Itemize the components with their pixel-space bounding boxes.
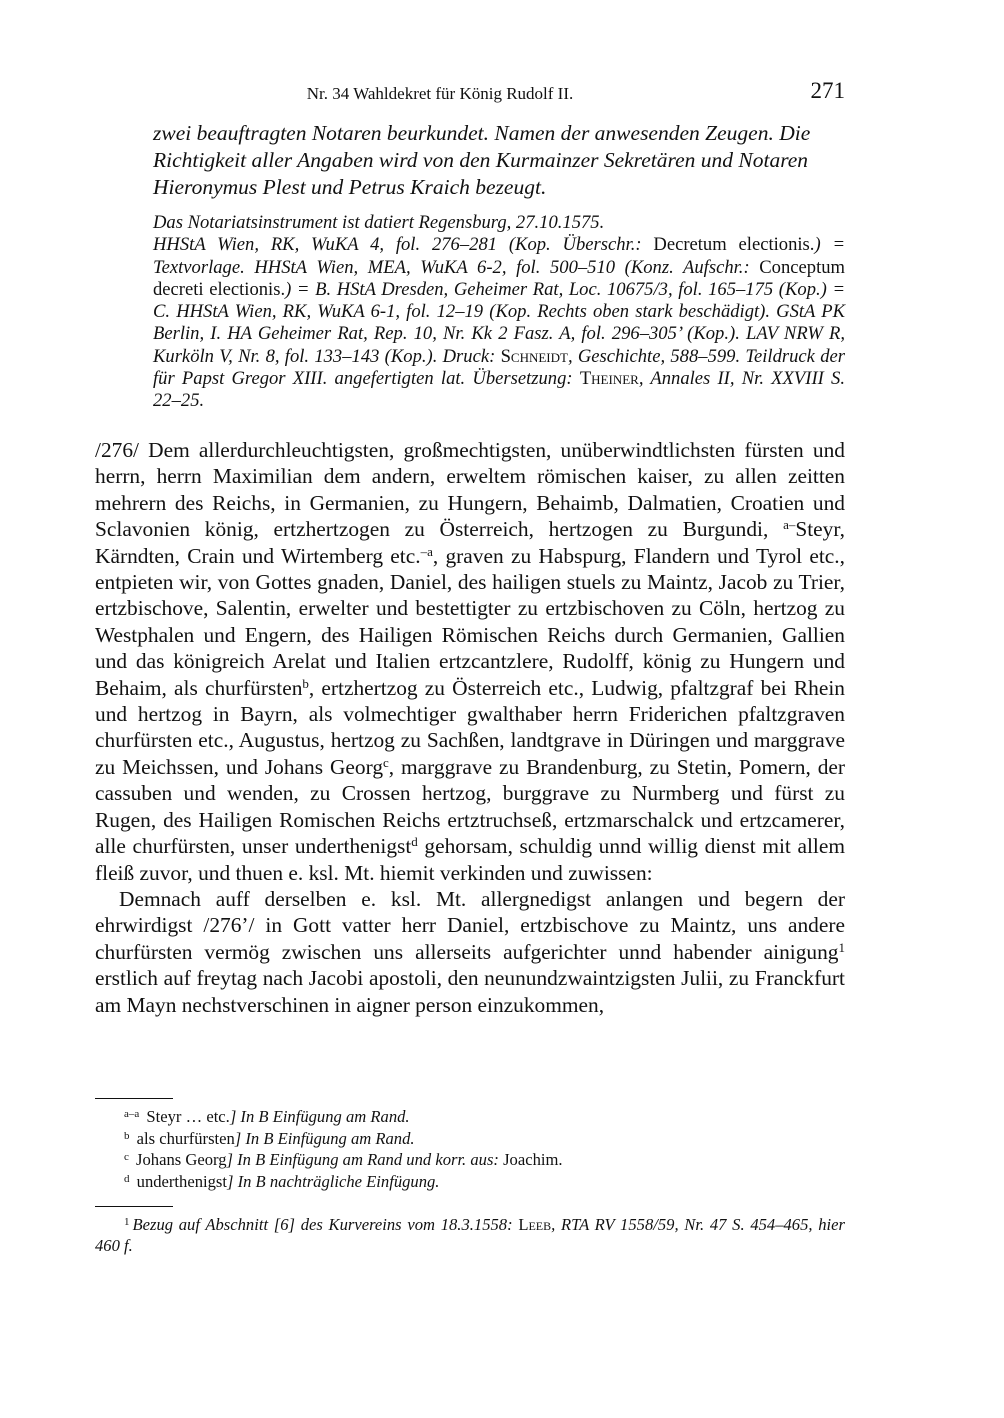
source-apparatus — [153, 212, 845, 413]
apparatus-mark: a–a — [124, 1108, 140, 1120]
body-text: /276/ Dem allerdurchleuchtigsten, großmechtigsten, unüberwindtlichsten fürsten und herrn, herrn Maximilian dem andern, erweltem römischen kaiser, zu allen zeitten mehrern des Reichs, in Germanien, zu Hungern, Behaimb, Dalmatien, Croatien und Sclavonien könig, ertzhertzogen zu Österreich, hertzogen zu Burgundi, — [95, 438, 845, 542]
print-label: Druck: — [442, 345, 496, 367]
body-text: , marggrave zu Brandenburg, zu Stetin, Pomern, der cassuben und wenden, zu Crossen hertzog, burggrave zu Nurmberg und fürst zu Rugen, des Hailigen Romischen Reichs ertztruchseß, ertzmarschalck und ertzcamerer, alle churfürsten, unser underthenigst — [95, 754, 846, 859]
footnote-rule — [95, 1098, 173, 1099]
apparatus-lemma: underthenigst — [132, 1171, 227, 1191]
footnote-text: Bezug auf Abschnitt [6] des Kurvereins vom 18.3.1558: — [132, 1215, 513, 1234]
document-body — [95, 437, 845, 1018]
text-critical-apparatus — [95, 1106, 845, 1192]
footnote-mark: 1 — [838, 939, 845, 955]
apparatus-lemma: Johans Georg — [131, 1150, 227, 1170]
summary-line: Richtigkeit aller Angaben wird von den Kurmainzer Sekretären und Notaren — [153, 148, 809, 172]
summary-line: zwei beauftragten Notaren beurkundet. Namen der anwesenden Zeugen. Die — [153, 121, 811, 145]
commentary-footnote — [95, 1214, 845, 1256]
document-summary — [153, 120, 845, 201]
page-number: 271 — [810, 78, 845, 103]
print-text: , Annales II, Nr. XXVIII S. 22–25. — [153, 368, 845, 412]
summary-line: Hieronymus Plest und Petrus Kraich bezeugt. — [153, 175, 547, 199]
apparatus-note: ] In B Einfügung am Rand. — [234, 1128, 415, 1148]
source-list — [153, 234, 845, 412]
source-inscription: Conceptum decreti electionis. — [153, 256, 846, 300]
print-author: Schneidt — [500, 345, 568, 367]
footnote-number: 1 — [124, 1216, 130, 1228]
apparatus-lemma: Steyr … etc. — [142, 1107, 230, 1126]
apparatus-lemma: als churfürsten — [132, 1128, 235, 1148]
page-header — [95, 78, 845, 108]
print-text: , Geschichte, 588–599. Teildruck der für Papst Gregor XIII. angefertigten lat. Übersetzung: — [153, 345, 845, 390]
footnote-mark: a– — [783, 517, 796, 533]
footnote-author: Leeb — [518, 1215, 552, 1234]
apparatus-note: ] In B Einfügung am Rand und korr. aus: — [226, 1150, 499, 1170]
body-text: Steyr, Kärndten, Crain und Wirtemberg etc. — [95, 517, 845, 568]
running-title: Nr. 34 Wahldekret für König Rudolf II. — [306, 84, 574, 103]
apparatus-tail: Joachim. — [498, 1150, 563, 1170]
apparatus-entry — [95, 1106, 845, 1128]
apparatus-entry — [95, 1171, 845, 1193]
body-text: erstlich auf freytag nach Jacobi apostoli, den neunundzwaintzigsten Julii, zu Franckfurt am Mayn nechstverschinen in aigner person einzukommen, — [95, 966, 845, 1017]
body-text: gehorsam, schuldig unnd willig dienst mit allem fleiß zuvor, und thuen e. ksl. Mt. hiemit verkinden und zuwissen: — [95, 834, 845, 885]
apparatus-entry — [95, 1128, 845, 1150]
apparatus-note: ] In B nachträgliche Einfügung. — [226, 1171, 440, 1191]
dating-note: Das Notariatsinstrument ist datiert Regensburg, 27.10.1575. — [153, 212, 605, 233]
source-text: ) = B. HStA Dresden, Geheimer Rat, Loc. 10675/3, fol. 165–175 (Kop.) = C. HHStA Wien, RK, WuKA 6-1, fol. 12–19 (Kop. Rechts oben stark beschädigt). GStA PK Berlin, I. HA Geheimer Rat, Rep. 10, Nr. Kk 2 Fasz. A, fol. 296–305’ (Kop.). LAV NRW R, Kurköln V, Nr. 8, fol. 133–143 (Kop.). — [153, 278, 845, 367]
apparatus-entry — [95, 1149, 845, 1171]
footnote-mark: d — [411, 834, 418, 850]
footnote-text: , RTA RV 1558/59, Nr. 47 S. 454–465, hier 460 f. — [95, 1215, 845, 1256]
print-author: Theiner — [579, 368, 639, 390]
apparatus-mark: c — [124, 1151, 129, 1164]
body-paragraph — [95, 886, 845, 1018]
apparatus-mark: d — [124, 1172, 130, 1185]
source-text: HHStA Wien, RK, WuKA 4, fol. 276–281 (Kop. Überschr.: — [153, 234, 642, 256]
source-inscription: Decretum electionis. — [653, 234, 815, 256]
body-paragraph — [95, 437, 845, 886]
body-text: , ertzhertzog zu Österreich etc., Ludwig, pfaltzgraf bei Rhein und hertzog in Bayrn, als volmechtiger gwalthaber herrn Friderichen pfaltzgraven churfürsten etc., Augustus, hertzog zu Sachßen, landtgrave in Düringen und marggrave zu Meichssen, und Johans Georg — [95, 675, 845, 779]
footnote-mark: b — [302, 675, 309, 691]
footnote-rule — [95, 1206, 173, 1207]
body-text: Demnach auff derselben e. ksl. Mt. allergnedigst anlangen und begern der ehrwirdigst /276’/ in Gott vatter herr Daniel, ertzbischove zu Maintz, uns andere churfürsten vermög zwischen uns allerseits aufgerichter unnd habender ainigung — [95, 886, 845, 964]
footnote-mark: c — [383, 754, 389, 770]
body-text: , graven zu Habspurg, Flandern und Tyrol etc., entpieten wir, von Gottes gnaden, Daniel, des hailigen stuels zu Maintz, Jacob zu Trier, ertzbischove, Salentin, erwelter und bestettigter zu ertzbischoven zu Cöln, hertzog zu Westphalen und Engern, des Hailigen Römischen Reichs durch Germanien, Gallien und das königreich Arelat und Italien ertzcantzlere, Rudolff, könig zu Hungern und Behaim, als churfürsten — [95, 543, 845, 700]
source-text: ) = Textvorlage. HHStA Wien, MEA, WuKA 6-2, fol. 500–510 (Konz. Aufschr.: — [153, 234, 846, 278]
apparatus-mark: b — [124, 1129, 130, 1142]
apparatus-note: ] In B Einfügung am Rand. — [229, 1107, 410, 1126]
footnote-mark: –a — [420, 543, 433, 559]
